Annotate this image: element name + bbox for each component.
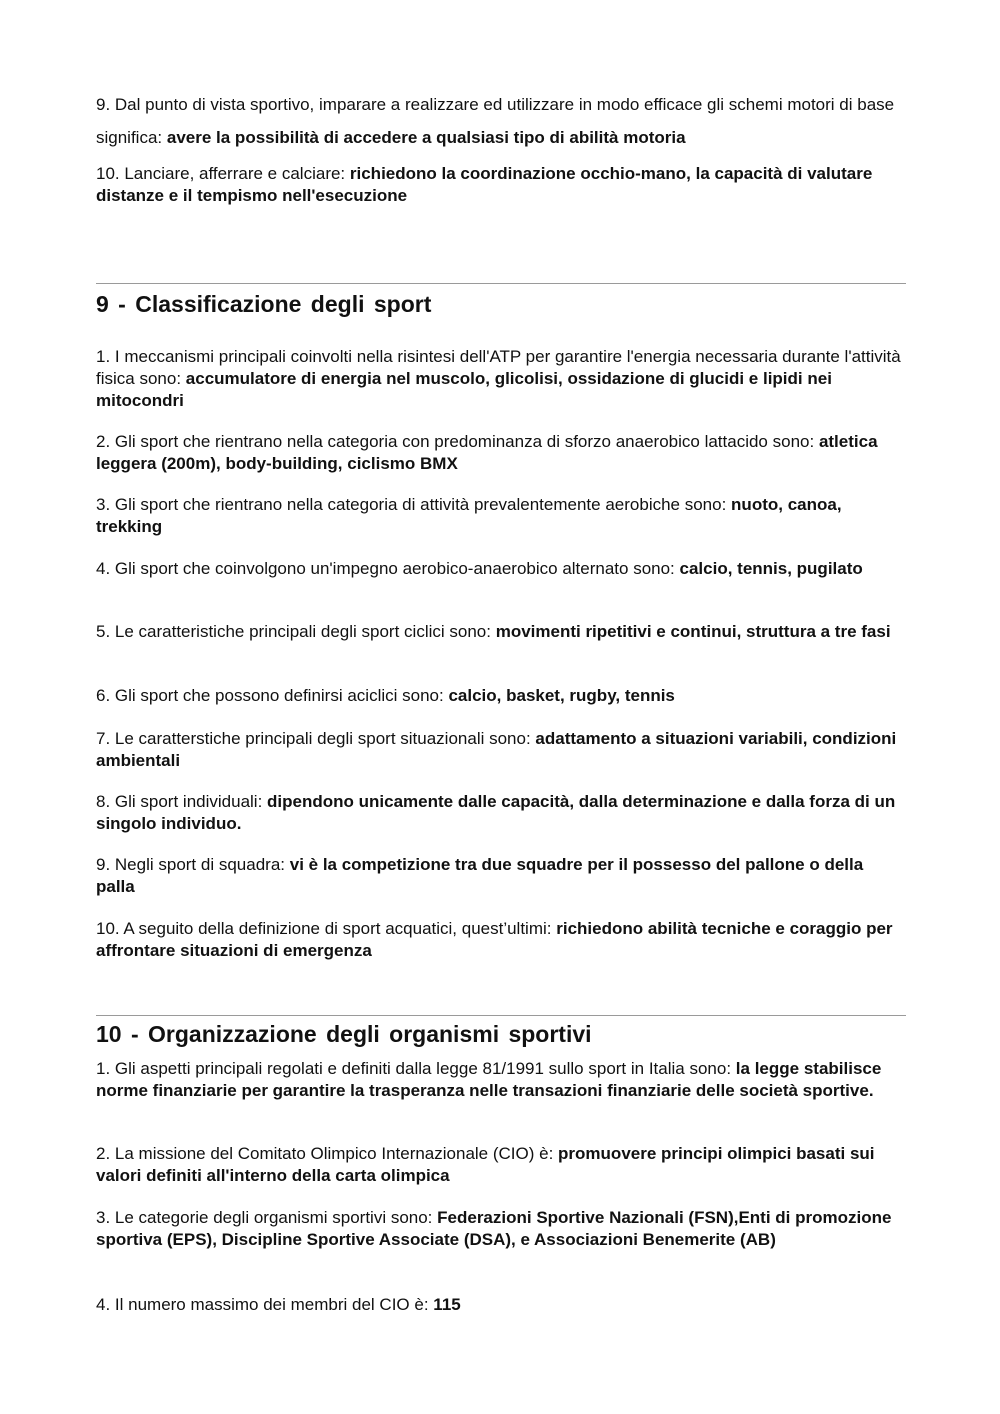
question-text: 10. Lanciare, afferrare e calciare:	[96, 164, 346, 183]
answer-text: promuovere principi olimpici basati sui valori definiti all'interno della carta olimpica	[96, 1144, 875, 1185]
section-9-item-2	[96, 431, 906, 475]
section-10-item-1	[96, 1058, 906, 1102]
section-10-item-4	[96, 1294, 906, 1316]
answer-text: dipendono unicamente dalle capacità, dalla determinazione e dalla forza di un singolo individuo.	[96, 792, 896, 833]
section-9-item-9	[96, 854, 906, 898]
section-9-title: 9 - Classificazione degli sport	[96, 291, 432, 317]
answer-text: calcio, basket, rugby, tennis	[448, 686, 675, 705]
section-9-item-5	[96, 621, 906, 643]
question-text: 6. Gli sport che possono definirsi aciclici sono:	[96, 686, 444, 705]
question-text: 2. La missione del Comitato Olimpico Internazionale (CIO) è:	[96, 1144, 554, 1163]
section-divider	[96, 283, 906, 284]
question-text: 9. Dal punto di vista sportivo, imparare a realizzare ed utilizzare in modo efficace gli schemi motori di base significa:	[96, 95, 895, 147]
question-text: 3. Le categorie degli organismi sportivi sono:	[96, 1208, 433, 1227]
question-text: 1. Gli aspetti principali regolati e definiti dalla legge 81/1991 sullo sport in Italia sono:	[96, 1059, 732, 1078]
answer-text: richiedono la coordinazione occhio-mano, la capacità di valutare distanze e il tempismo nell'esecuzione	[96, 164, 873, 205]
question-text: 7. Le caratterstiche principali degli sport situazionali sono:	[96, 729, 531, 748]
section-9-item-3	[96, 494, 906, 538]
question-text: 2. Gli sport che rientrano nella categoria con predominanza di sforzo anaerobico lattacido sono:	[96, 432, 815, 451]
question-text: 4. Gli sport che coinvolgono un'impegno aerobico-anaerobico alternato sono:	[96, 559, 675, 578]
intro-item-10	[96, 163, 906, 207]
answer-text: 115	[433, 1295, 461, 1314]
section-9-item-7	[96, 728, 906, 772]
answer-text: la legge stabilisce norme finanziarie per garantire la trasperanza nelle transazioni finanziarie delle società sportive.	[96, 1059, 882, 1100]
answer-text: avere la possibilità di accedere a qualsiasi tipo di abilità motoria	[166, 128, 686, 147]
answer-text: movimenti ripetitivi e continui, struttura a tre fasi	[495, 622, 891, 641]
answer-text: adattamento a situazioni variabili, condizioni ambientali	[96, 729, 897, 770]
section-9-item-10	[96, 918, 906, 962]
answer-text: atletica leggera (200m), body-building, ciclismo BMX	[96, 432, 878, 473]
answer-text: Federazioni Sportive Nazionali (FSN),Enti di promozione sportiva (EPS), Discipline Sportive Associate (DSA), e Associazioni Benemerite (AB)	[96, 1208, 892, 1249]
section-10-title: 10 - Organizzazione degli organismi sportivi	[96, 1021, 592, 1047]
section-9-item-4	[96, 558, 906, 580]
section-10-item-3	[96, 1207, 906, 1251]
section-divider	[96, 1015, 906, 1016]
answer-text: calcio, tennis, pugilato	[679, 559, 863, 578]
section-10-item-2	[96, 1143, 906, 1187]
question-text: 1. I meccanismi principali coinvolti nella risintesi dell'ATP per garantire l'energia necessaria durante l'attività fisica sono:	[96, 347, 901, 388]
answer-text: accumulatore di energia nel muscolo, glicolisi, ossidazione di glucidi e lipidi nei mitocondri	[96, 369, 832, 410]
question-text: 8. Gli sport individuali:	[96, 792, 263, 811]
question-text: 10. A seguito della definizione di sport acquatici, quest’ultimi:	[96, 919, 552, 938]
section-9-item-1	[96, 346, 906, 412]
answer-text: vi è la competizione tra due squadre per il possesso del pallone o della palla	[96, 855, 864, 896]
question-text: 4. Il numero massimo dei membri del CIO è:	[96, 1295, 429, 1314]
answer-text: nuoto, canoa, trekking	[96, 495, 842, 536]
section-9-item-8	[96, 791, 906, 835]
question-text: 3. Gli sport che rientrano nella categoria di attività prevalentemente aerobiche sono:	[96, 495, 727, 514]
section-9-item-6	[96, 685, 906, 707]
question-text: 9. Negli sport di squadra:	[96, 855, 285, 874]
intro-item-9	[96, 88, 906, 154]
question-text: 5. Le caratteristiche principali degli sport ciclici sono:	[96, 622, 491, 641]
answer-text: richiedono abilità tecniche e coraggio per affrontare situazioni di emergenza	[96, 919, 893, 960]
